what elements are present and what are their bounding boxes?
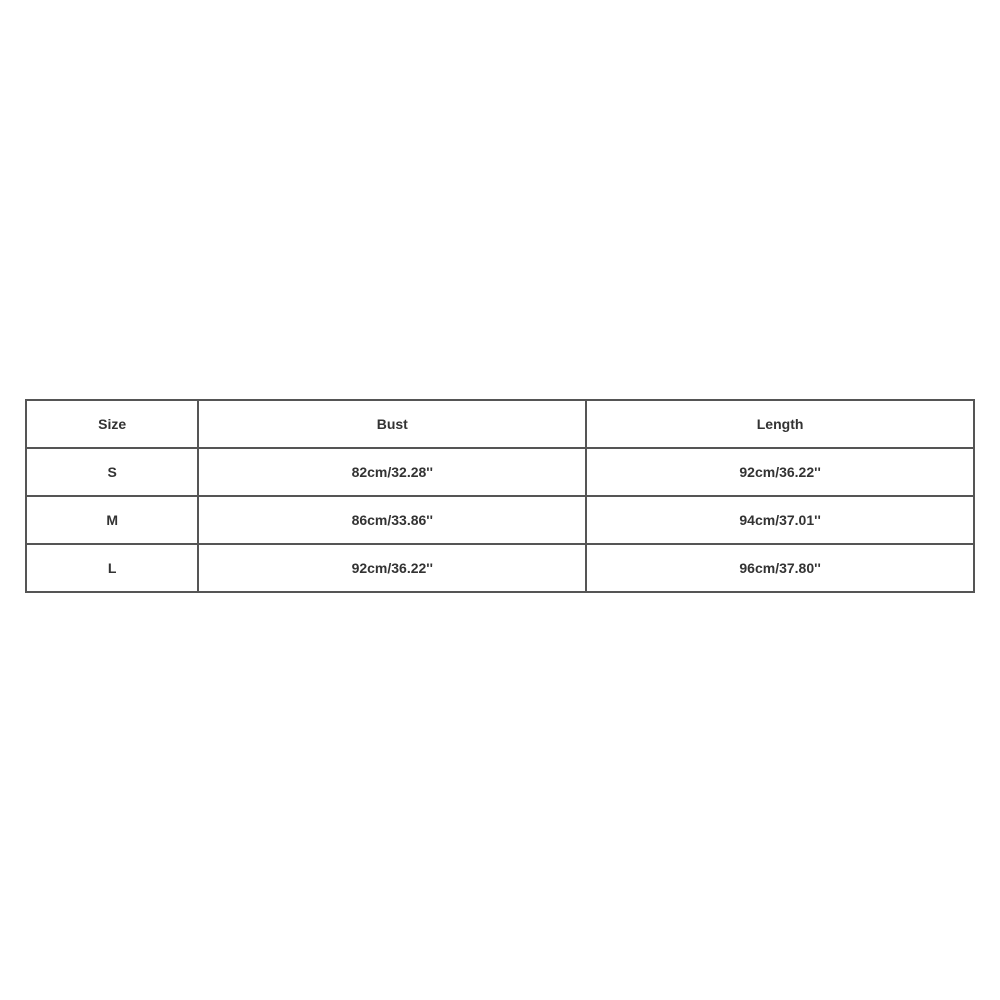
header-row: [26, 400, 974, 448]
bust-cell: 92cm/36.22'': [198, 544, 586, 592]
header-size: Size: [26, 400, 198, 448]
table-header: [26, 400, 974, 448]
table-body: [26, 448, 974, 592]
table-row: [26, 448, 974, 496]
length-cell: 96cm/37.80'': [586, 544, 974, 592]
size-cell: S: [26, 448, 198, 496]
size-cell: L: [26, 544, 198, 592]
bust-cell: 86cm/33.86'': [198, 496, 586, 544]
size-chart-table: [25, 399, 975, 593]
length-cell: 94cm/37.01'': [586, 496, 974, 544]
header-length: Length: [586, 400, 974, 448]
header-bust: Bust: [198, 400, 586, 448]
table-row: [26, 544, 974, 592]
size-cell: M: [26, 496, 198, 544]
length-cell: 92cm/36.22'': [586, 448, 974, 496]
bust-cell: 82cm/32.28'': [198, 448, 586, 496]
table-row: [26, 496, 974, 544]
